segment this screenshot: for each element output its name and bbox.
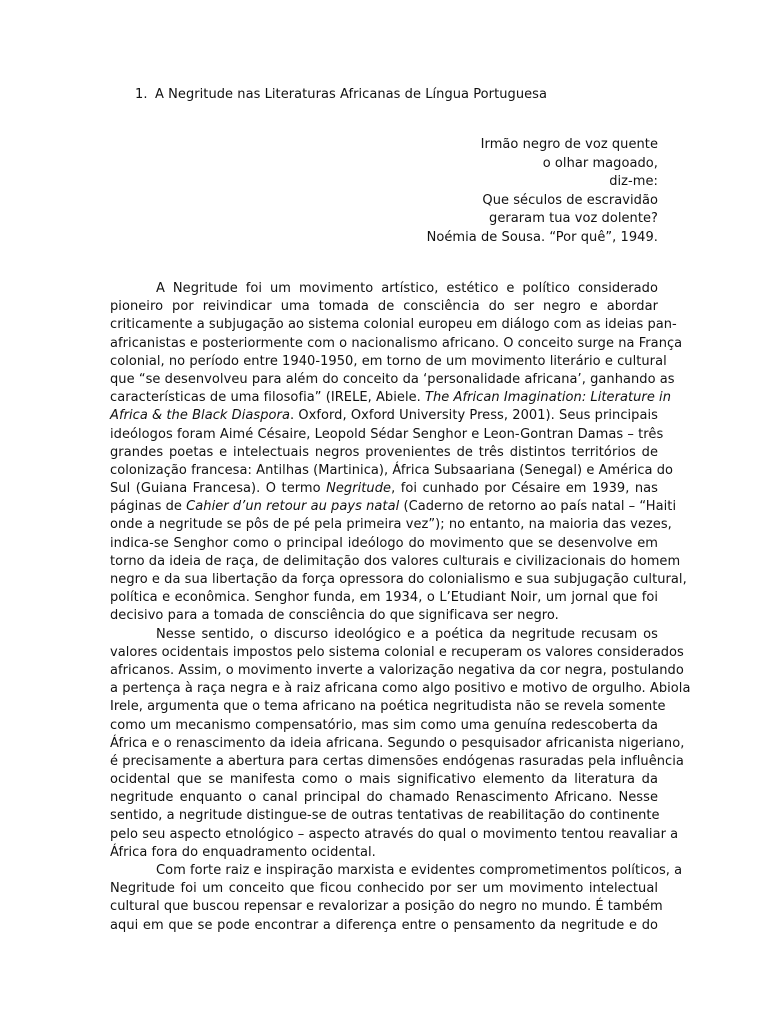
epigraph-line: o olhar magoado, (542, 155, 658, 171)
section-heading (135, 87, 547, 102)
body-line: onde a negritude se pôs de pé pela primeira vez”); no entanto, na maioria das vezes, (110, 517, 672, 533)
body-line: Africa & the Black Diaspora. Oxford, Oxford University Press, 2001). Seus principais (110, 408, 658, 424)
body-line: como um mecanismo compensatório, mas sim como uma genuína redescoberta da (110, 717, 658, 733)
body-line: é precisamente a abertura para certas dimensões endógenas rasuradas pela influência (110, 753, 684, 769)
body-line: política e econômica. Senghor funda, em 1934, o L’Etudiant Noir, um jornal que foi (110, 590, 658, 606)
body-line: colonização francesa: Antilhas (Martinica), África Subsaariana (Senegal) e América do (110, 462, 674, 478)
body-line: pelo seu aspecto etnológico – aspecto através do qual o movimento tentou reavaliar a (110, 826, 679, 842)
body-line: negritude enquanto o canal principal do chamado Renascimento Africano. Nesse (110, 790, 658, 806)
body-line: torno da ideia de raça, de delimitação dos valores culturais e civilizacionais do homem (110, 553, 681, 569)
body-line: páginas de Cahier d’un retour au pays natal (Caderno de retorno ao país natal – “Haiti (110, 499, 677, 515)
body-line: África fora do enquadramento ocidental. (110, 844, 376, 860)
body-line: características de uma filosofia” (IRELE, Abiele. The African Imagination: Literature in (110, 390, 672, 406)
body-line: grandes poetas e intelectuais negros provenientes de três distintos territórios de (110, 444, 658, 460)
body-text (110, 280, 691, 935)
epigraph-line: geraram tua voz dolente? (489, 211, 658, 227)
epigraph-line: Que séculos de escravidão (482, 192, 658, 208)
body-line: a pertença à raça negra e à raiz africana como algo positivo e motivo de orgulho. Abiola (110, 681, 691, 697)
body-line: Com forte raiz e inspiração marxista e evidentes comprometimentos políticos, a (156, 863, 683, 878)
body-line: decisivo para a tomada de consciência do que significava ser negro. (110, 608, 559, 624)
body-line: que “se desenvolveu para além do conceito da ‘personalidade africana’, ganhando as (110, 371, 675, 387)
body-line: Nesse sentido, o discurso ideológico e a poética da negritude recusam os (156, 626, 658, 642)
body-line: Negritude foi um conceito que ficou conhecido por ser um movimento intelectual (110, 881, 658, 897)
body-line: africanistas e posteriormente com o nacionalismo africano. O conceito surge na França (110, 335, 683, 351)
body-line: colonial, no período entre 1940-1950, em torno de um movimento literário e cultural (110, 353, 667, 369)
body-line: valores ocidentais impostos pelo sistema colonial e recuperam os valores considerados (110, 644, 684, 660)
body-line: criticamente a subjugação ao sistema colonial europeu em diálogo com as ideias pan- (110, 317, 677, 333)
epigraph (427, 136, 658, 248)
epigraph-line: diz-me: (609, 174, 658, 190)
body-line: ideólogos foram Aimé Césaire, Leopold Sédar Senghor e Leon-Gontran Damas – três (110, 426, 664, 442)
body-line: sentido, a negritude distingue-se de outras tentativas de reabilitação do continente (110, 808, 660, 824)
body-line: pioneiro por reivindicar uma tomada de consciência do ser negro e abordar (110, 299, 658, 315)
body-line: Sul (Guiana Francesa). O termo Negritude, foi cunhado por Césaire em 1939, nas (110, 481, 659, 497)
body-line: africanos. Assim, o movimento inverte a valorização negativa da cor negra, postulando (110, 662, 684, 678)
body-line: negro e da sua libertação da força opressora do colonialismo e sua subjugação cultural, (110, 572, 687, 587)
body-line: África e o renascimento da ideia africana. Segundo o pesquisador africanista nigeriano, (110, 735, 685, 751)
heading-number: 1. (135, 87, 148, 102)
epigraph-line: Irmão negro de voz quente (480, 137, 658, 152)
body-line: indica-se Senghor como o principal ideólogo do movimento que se desenvolve em (110, 535, 658, 551)
heading-title: A Negritude nas Literaturas Africanas de Língua Portuguesa (155, 87, 547, 102)
body-line: aqui em que se pode encontrar a diferença entre o pensamento da negritude e do (110, 917, 658, 933)
body-line: A Negritude foi um movimento artístico, estético e político considerado (156, 281, 658, 296)
body-line: cultural que buscou repensar e revalorizar a posição do negro no mundo. É também (110, 899, 663, 915)
epigraph-attribution: Noémia de Sousa. “Por quê”, 1949. (426, 229, 658, 245)
body-line: ocidental que se manifesta como o mais significativo elemento da literatura da (110, 772, 658, 788)
body-line: Irele, argumenta que o tema africano na poética negritudista não se revela somente (110, 699, 666, 715)
